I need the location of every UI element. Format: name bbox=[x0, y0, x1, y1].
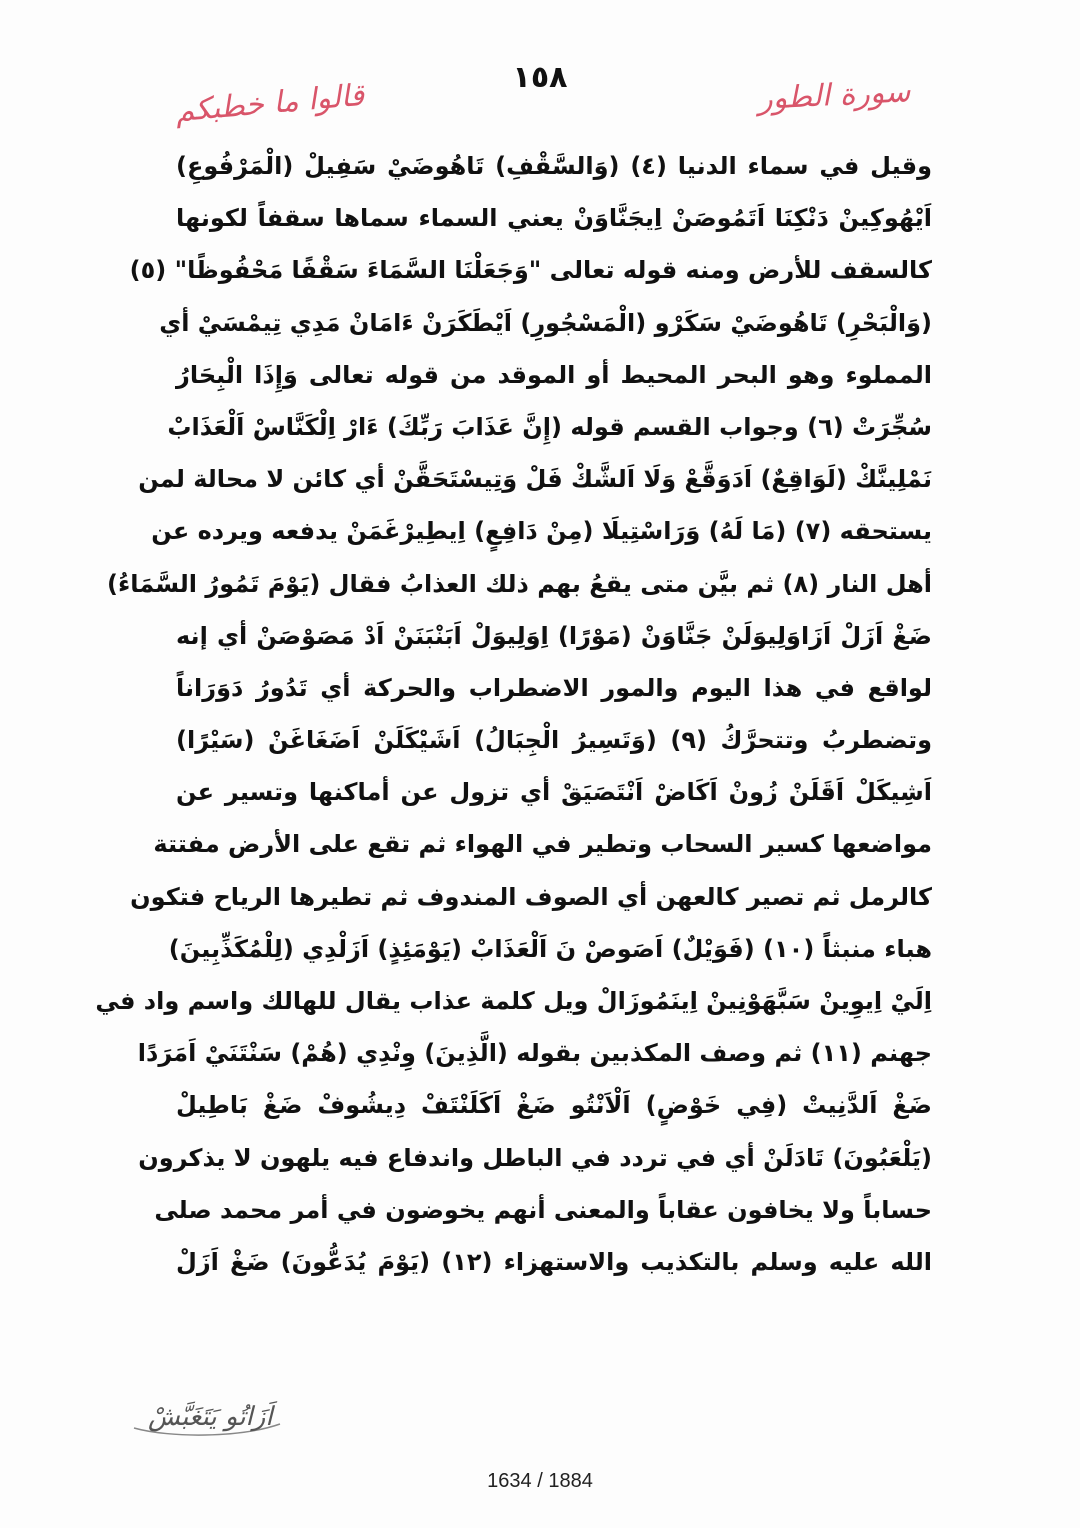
text-line: نَمْلِينَّكْ (لَوَاقِعٌ) اَدَوَقَّعْ وَلَا اَلشَّكْ فَلْ وَتِيسْتَحَقَّنْ أي كائن لا محالة لمن bbox=[138, 465, 932, 494]
text-line: ضَغْ اَلدَّنِيتْ (فِي خَوْضٍ) اَلْاَنْتُو ضَغْ اَكَلَنْتَفْ دِيشُوفْ ضَغْ بَاطِيلْ bbox=[176, 1091, 932, 1120]
text-line: اَشِيكَلْ اَقَلَنْ زُونْ اَكَاضْ اَنْتَصَيَقْ أي تزول عن أماكنها وتسير عن bbox=[176, 778, 932, 807]
text-line: مواضعها كسير السحاب وتطير في الهواء ثم تقع على الأرض مفتتة bbox=[153, 830, 932, 859]
catchword-text: اَزَاتُو يَتَغَبَّشْ bbox=[148, 1402, 273, 1432]
text-line: (يَلْعَبُونَ) تَادَلَنْ أي في تردد في الباطل واندفاع فيه يلهون لا يذكرون bbox=[138, 1143, 932, 1172]
text-line: كالرمل ثم تصير كالعهن أي الصوف المندوف ثم تطيرها الرياح فتكون bbox=[130, 882, 932, 911]
text-line: هباء منبثاً (١٠) (فَوَيْلٌ) اَصَوصْ نَ اَلْعَذَابْ (يَوْمَئِذٍ) اَزَلْدِي (لِلْمُكَذِّبِينَ) bbox=[168, 934, 932, 963]
body-text bbox=[95, 140, 932, 1288]
text-line: وتضطربُ وتتحرَّكُ (٩) (وَتَسِيرُ الْجِبَالُ) اَشَيْكَلَنْ اَضَغَاغَنْ (سَيْرًا) bbox=[176, 726, 932, 755]
catchword-annotation bbox=[130, 1398, 290, 1446]
text-line: لواقع في هذا اليوم والمور الاضطراب والحركة أي تَدُورُ دَوَرَاناً bbox=[176, 673, 932, 702]
page-counter: 1634 / 1884 bbox=[487, 1470, 593, 1492]
text-line: جهنم (١١) ثم وصف المكذبين بقوله (الَّذِينَ) وِنْدِي (هُمْ) سَنْتَنَيْ اَمَرَدًا bbox=[137, 1039, 932, 1068]
text-line: اِلَيْ اِيوِينْ سَبَّهَوْنِينْ اِينَمُوزَالْ ويل كلمة عذاب يقال للهالك واسم واد في bbox=[95, 987, 932, 1015]
text-line: المملوء وهو البحر المحيط أو الموقد من قوله تعالى وَإِذَا الْبِحَارُ bbox=[176, 360, 932, 389]
text-line: وقيل في سماء الدنيا (٤) (وَالسَّقْفِ) تَاهُوضَيْ سَفِيلْ (الْمَرْفُوعِ) bbox=[176, 152, 932, 180]
handwritten-verse-annotation: قالوا ما خطبكم bbox=[173, 77, 366, 130]
text-line: يستحقه (٧) (مَا لَهُ) وَرَاسْتِيلَا (مِنْ دَافِعٍ) اِيطِيرْغَمَنْ يدفعه ويرده عن bbox=[151, 517, 932, 546]
page-number: ١٥٨ bbox=[512, 60, 568, 95]
handwritten-surah-annotation: سورة الطور bbox=[756, 74, 911, 117]
text-line: (وَالْبَحْرِ) تَاهُوضَيْ سَكَرْو (الْمَسْجُورِ) اَيْطَكَرَنْ ءَامَانْ مَدِي تِيمْسَيْ أي bbox=[159, 308, 932, 337]
text-line: ضَغْ اَزَلْ اَزَاوَلِيوَلَنْ جَنَّاوَنْ (مَوْرًا) اِوَلِيوَلْ اَبَنْبَنَنْ اَدْ مَصَوْصَنْ أي إنه bbox=[176, 621, 932, 650]
text-line: أهل النار (٨) ثم بيَّن متى يقعُ بهم ذلك العذابُ فقال (يَوْمَ تَمُورُ السَّمَاءُ) bbox=[107, 569, 932, 598]
text-line: الله عليه وسلم بالتكذيب والاستهزاء (١٢) (يَوْمَ يُدَعُّونَ) ضَغْ اَزَلْ bbox=[176, 1247, 932, 1276]
text-line: اَيْهُوكِينْ دَنْكِنَا اَتَمُوصَنْ اِيجَنَّاوَنْ يعني السماء سماها سقفاً لكونها bbox=[176, 204, 932, 233]
text-line: كالسقف للأرض ومنه قوله تعالى "وَجَعَلْنَا السَّمَاءَ سَقْفًا مَحْفُوظًا" (٥) bbox=[129, 256, 932, 285]
text-line: سُجِّرَتْ (٦) وجواب القسم قوله (إِنَّ عَذَابَ رَبِّكَ) ءَارْ اِلْكَنَّاسْ اَلْعَذَابْ bbox=[167, 412, 932, 441]
text-line: حساباً ولا يخافون عقاباً والمعنى أنهم يخوضون في أمر محمد صلى bbox=[154, 1195, 932, 1224]
